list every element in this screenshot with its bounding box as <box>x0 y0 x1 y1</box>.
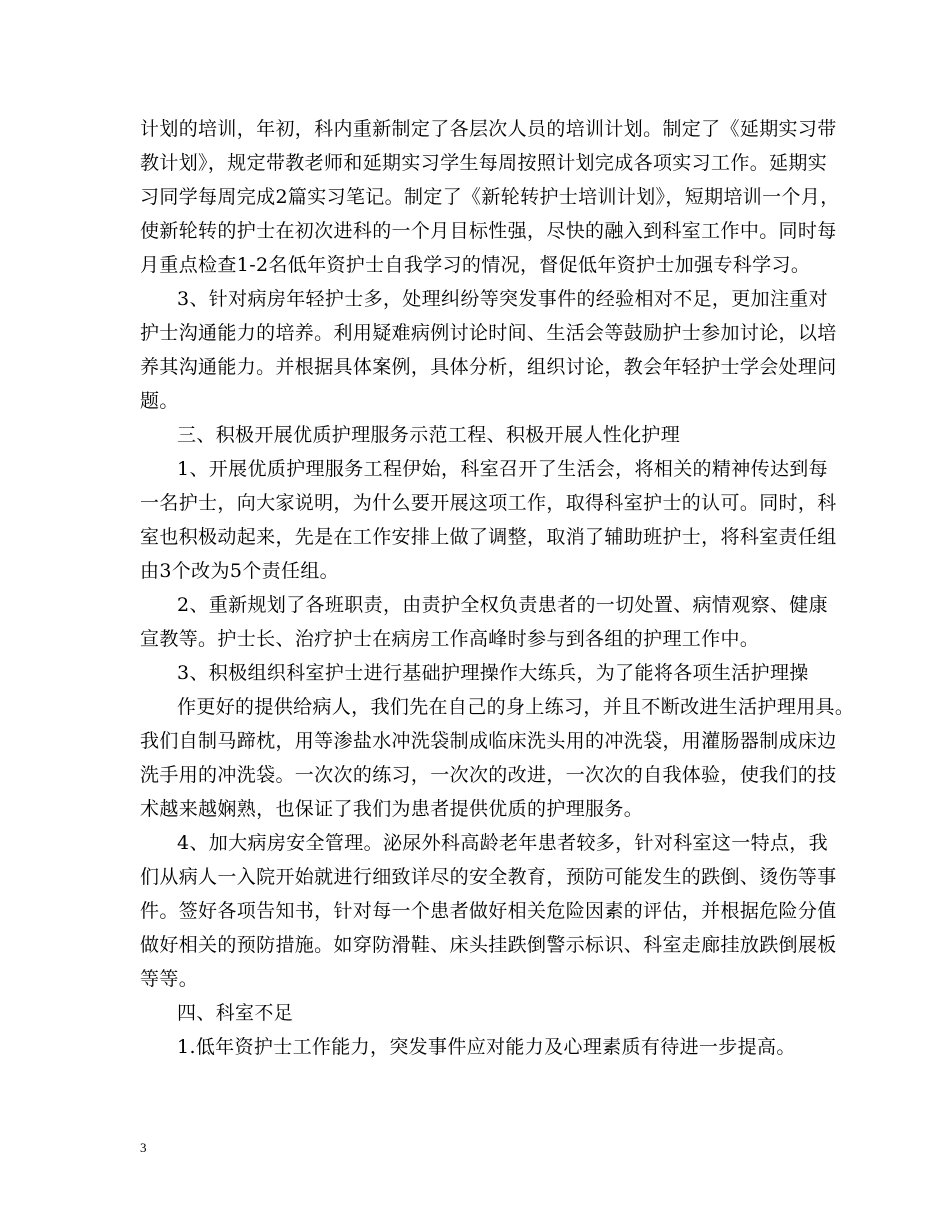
text-line: 等等。 <box>140 968 199 990</box>
text-line: 们从病人一入院开始就进行细致详尽的安全教育，预防可能发生的跌倒、烫伤等事 <box>140 866 837 888</box>
text-line: 护士沟通能力的培养。利用疑难病例讨论时间、生活会等鼓励护士参加讨论，以培 <box>140 322 837 344</box>
text-line: 由3个改为5个责任组。 <box>140 560 340 582</box>
text-line: 3、针对病房年轻护士多，处理纠纷等突发事件的经验相对不足，更加注重对 <box>177 288 828 310</box>
text-line: 4、加大病房安全管理。泌尿外科高龄老年患者较多，针对科室这一特点，我 <box>177 832 828 854</box>
text-line: 宣教等。护士长、治疗护士在病房工作高峰时参与到各组的护理工作中。 <box>140 628 760 650</box>
text-line: 月重点检查1-2名低年资护士自我学习的情况，督促低年资护士加强专科学习。 <box>140 254 811 276</box>
text-line: 1、开展优质护理服务工程伊始，科室召开了生活会，将相关的精神传达到每 <box>177 458 828 480</box>
text-line: 2、重新规划了各班职责，由责护全权负责患者的一切处置、病情观察、健康 <box>177 594 828 616</box>
text-line: 使新轮转的护士在初次进科的一个月目标性强，尽快的融入到科室工作中。同时每 <box>140 220 837 242</box>
text-line: 我们自制马蹄枕，用等渗盐水冲洗袋制成临床洗头用的冲洗袋，用灌肠器制成床边 <box>140 730 837 752</box>
text-line: 1.低年资护士工作能力，突发事件应对能力及心理素质有待进一步提高。 <box>177 1036 796 1058</box>
text-line: 件。签好各项告知书，针对每一个患者做好相关危险因素的评估，并根据危险分值 <box>140 900 837 922</box>
text-line: 题。 <box>140 390 179 412</box>
section-heading: 三、积极开展优质护理服务示范工程、积极开展人性化护理 <box>177 424 681 446</box>
text-line: 教计划》，规定带教老师和延期实习学生每周按照计划完成各项实习工作。延期实 <box>140 152 828 174</box>
text-line: 做好相关的预防措施。如穿防滑鞋、床头挂跌倒警示标识、科室走廊挂放跌倒展板 <box>140 934 837 956</box>
text-line: 习同学每周完成2篇实习笔记。制定了《新轮转护士培训计划》，短期培训一个月， <box>140 186 840 208</box>
text-line: 室也积极动起来，先是在工作安排上做了调整，取消了辅助班护士，将科室责任组 <box>140 526 837 548</box>
text-line: 一名护士，向大家说明，为什么要开展这项工作，取得科室护士的认可。同时，科 <box>140 492 837 514</box>
section-heading: 四、科室不足 <box>177 1002 294 1024</box>
text-line: 洗手用的冲洗袋。一次次的练习，一次次的改进，一次次的自我体验，使我们的技 <box>140 764 837 786</box>
text-line: 计划的培训，年初，科内重新制定了各层次人员的培训计划。制定了《延期实习带 <box>140 118 837 140</box>
text-line: 术越来越娴熟，也保证了我们为患者提供优质的护理服务。 <box>140 798 644 820</box>
text-line: 3、积极组织科室护士进行基础护理操作大练兵，为了能将各项生活护理操 <box>177 662 809 684</box>
page-number: 3 <box>140 1140 147 1155</box>
text-line: 养其沟通能力。并根据具体案例，具体分析，组织讨论，教会年轻护士学会处理问 <box>140 356 837 378</box>
text-line: 作更好的提供给病人，我们先在自己的身上练习，并且不断改进生活护理用具。 <box>177 696 855 718</box>
